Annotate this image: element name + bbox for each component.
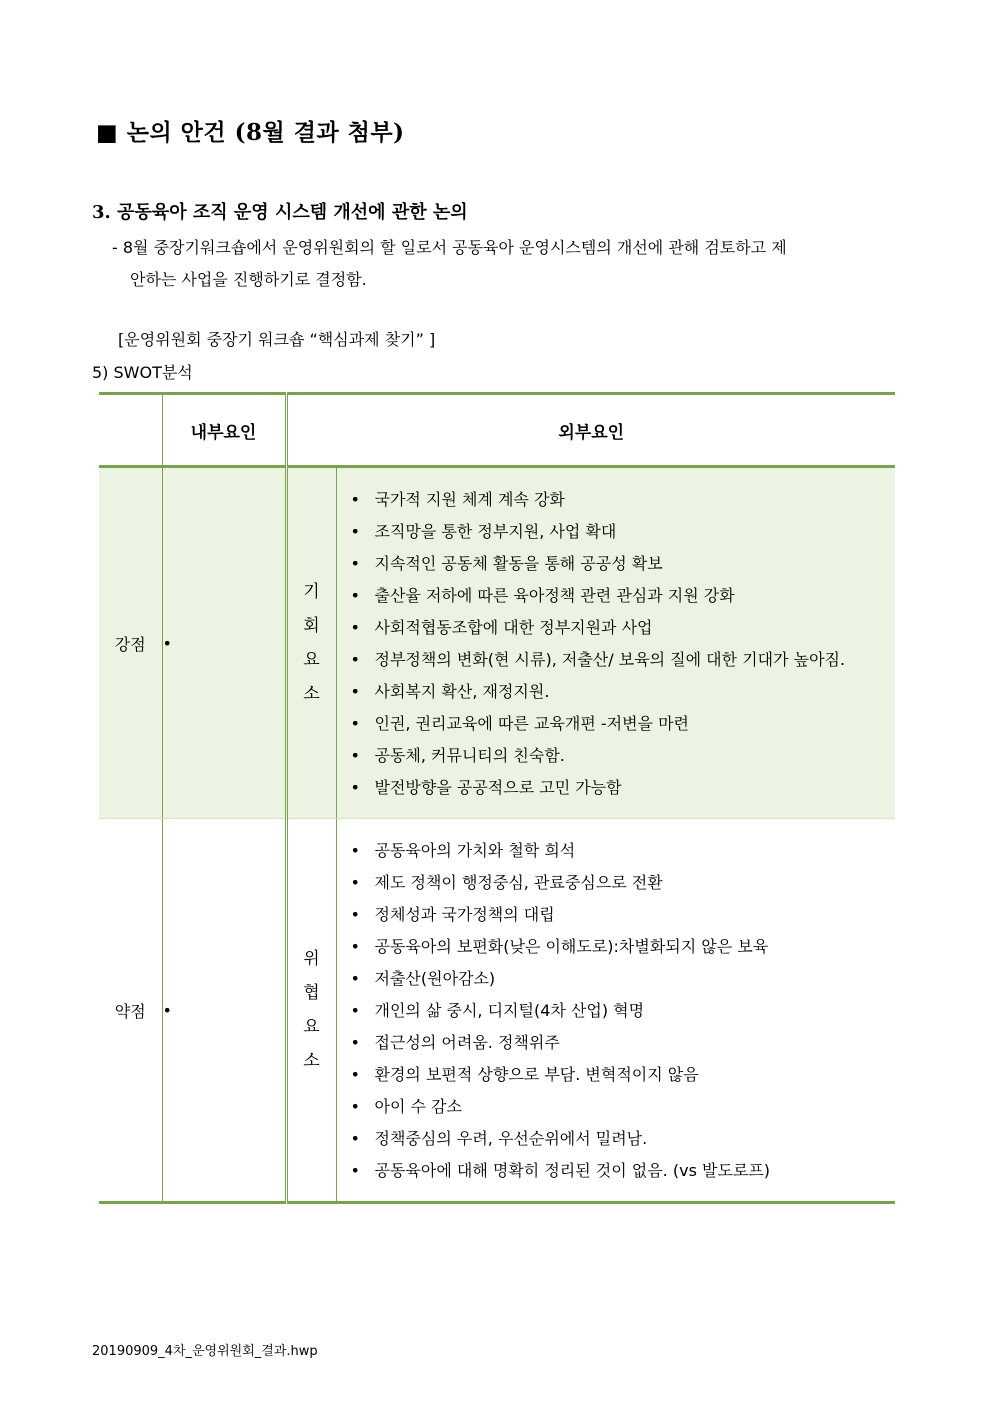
opportunity-vertical-label [286, 467, 336, 819]
list-item: • 정체성과 국가정책의 대립 [345, 899, 888, 931]
list-item: • 환경의 보편적 상향으로 부담. 변혁적이지 않음 [345, 1059, 888, 1091]
weakness-internal-cell: • [162, 819, 286, 1203]
vertical-char: 소 [303, 1051, 320, 1071]
header-corner [99, 394, 162, 467]
row-label-weakness: 약점 [99, 819, 162, 1203]
header-external-factors: 외부요인 [286, 394, 895, 467]
header-internal-factors: 내부요인 [162, 394, 286, 467]
vertical-char: 요 [303, 1017, 320, 1037]
vertical-char: 회 [303, 616, 320, 636]
list-item: • 출산율 저하에 따른 육아정책 관련 관심과 지원 강화 [345, 580, 888, 612]
list-item: • 공동육아에 대해 명확히 정리된 것이 없음. (vs 발도로프) [345, 1155, 888, 1187]
threat-list-cell [336, 819, 895, 1203]
swot-header-row [99, 394, 895, 467]
item-description-line2: 안하는 사업을 진행하기로 결정함. [130, 270, 367, 289]
threat-list [337, 819, 896, 1201]
list-item: • 인권, 권리교육에 따른 교육개편 -저변을 마련 [345, 708, 888, 740]
swot-table [99, 392, 895, 1204]
vertical-char: 기 [303, 582, 320, 602]
strength-internal-cell: • [162, 467, 286, 819]
workshop-note: [운영위원회 중장기 워크숍 “핵심과제 찾기” ] [118, 330, 436, 349]
list-item: • 발전방향을 공공적으로 고민 가능함 [345, 772, 888, 804]
section-title: ■ 논의 안건 (8월 결과 첨부) [96, 119, 405, 146]
list-item: • 제도 정책이 행정중심, 관료중심으로 전환 [345, 867, 888, 899]
opportunity-list [337, 468, 896, 818]
swot-row-weakness [99, 819, 895, 1203]
list-item: • 공동체, 커뮤니티의 친숙함. [345, 740, 888, 772]
threat-vertical-label [286, 819, 336, 1203]
opportunity-list-cell [336, 467, 895, 819]
item-title: 3. 공동육아 조직 운영 시스템 개선에 관한 논의 [92, 202, 468, 223]
list-item: • 접근성의 어려움. 정책위주 [345, 1027, 888, 1059]
vertical-char: 요 [303, 650, 320, 670]
list-item: • 국가적 지원 체계 계속 강화 [345, 484, 888, 516]
row-label-strength: 강점 [99, 467, 162, 819]
list-item: • 개인의 삶 중시, 디지털(4차 산업) 혁명 [345, 995, 888, 1027]
list-item: • 사회복지 확산, 재정지원. [345, 676, 888, 708]
swot-heading: 5) SWOT분석 [92, 363, 193, 382]
list-item: • 아이 수 감소 [345, 1091, 888, 1123]
list-item: • 정부정책의 변화(현 시류), 저출산/ 보육의 질에 대한 기대가 높아짐. [345, 644, 888, 676]
list-item: • 공동육아의 가치와 철학 희석 [345, 835, 888, 867]
vertical-char: 위 [303, 949, 320, 969]
list-item: • 사회적협동조합에 대한 정부지원과 사업 [345, 612, 888, 644]
list-item: • 정책중심의 우려, 우선순위에서 밀려남. [345, 1123, 888, 1155]
list-item: • 지속적인 공동체 활동을 통해 공공성 확보 [345, 548, 888, 580]
vertical-char: 소 [303, 684, 320, 704]
footer-filename: 20190909_4차_운영위원회_결과.hwp [92, 1344, 318, 1359]
vertical-char: 협 [303, 983, 320, 1003]
list-item: • 공동육아의 보편화(낮은 이해도로):차별화되지 않은 보육 [345, 931, 888, 963]
list-item: • 조직망을 통한 정부지원, 사업 확대 [345, 516, 888, 548]
swot-row-strength [99, 467, 895, 819]
item-description-line1: - 8월 중장기워크숍에서 운영위원회의 할 일로서 공동육아 운영시스템의 개선에 관해 검토하고 제 [112, 238, 787, 257]
item-description [112, 232, 898, 296]
list-item: • 저출산(원아감소) [345, 963, 888, 995]
